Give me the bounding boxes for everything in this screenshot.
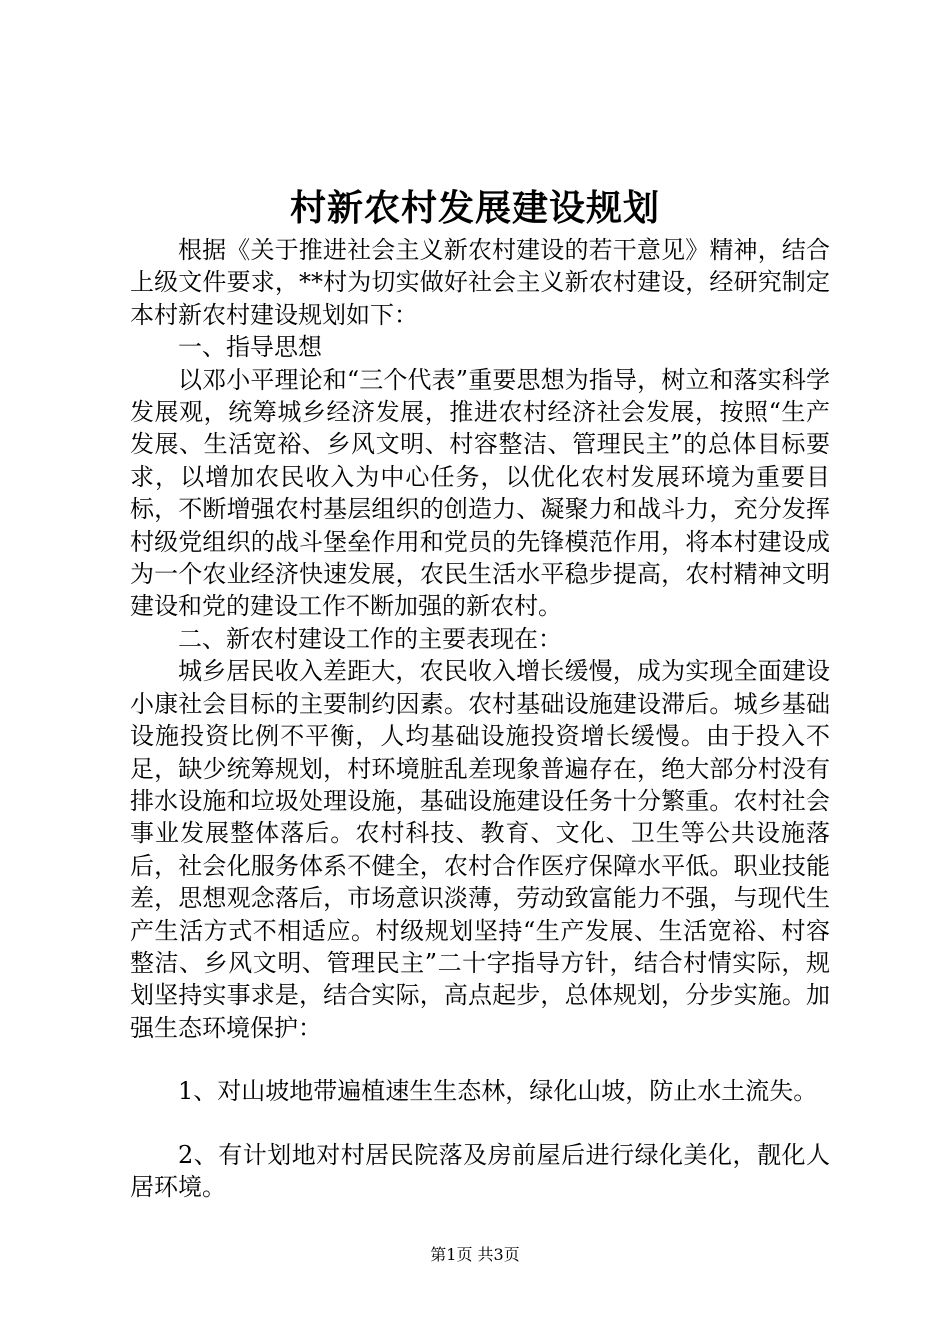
- list-item-1: 1、对山坡地带遍植速生生态林，绿化山坡，防止水土流失。: [178, 1077, 818, 1106]
- document-body: [130, 234, 830, 1203]
- document-title: 村新农村发展建设规划: [289, 187, 660, 229]
- paragraph-guiding-ideology: 以邓小平理论和“三个代表”重要思想为指导，树立和落实科学发展观，统筹城乡经济发展，推进农村经济社会发展，按照“生产发展、生活宽裕、乡风文明、村容整洁、管理民主”的总体目标要求，以增加农民收入为中心任务，以优化农村发展环境为重要目标，不断增强农村基层组织的创造力、凝聚力和战斗力，充分发挥村级党组织的战斗堡垒作用和党员的先锋模范作用，将本村建设成为一个农业经济快速发展，农民生活水平稳步提高，农村精神文明建设和党的建设工作不断加强的新农村。: [130, 365, 830, 621]
- page-footer: 第1页 共3页: [430, 1245, 520, 1264]
- list-item-2: 2、有计划地对村居民院落及房前屋后进行绿化美化，靓化人居环境。: [130, 1140, 830, 1201]
- paragraph-main-issues: 城乡居民收入差距大，农民收入增长缓慢，成为实现全面建设小康社会目标的主要制约因素。农村基础设施建设滞后。城乡基础设施投资比例不平衡，人均基础设施投资增长缓慢。由于投入不足，缺少统筹规划，村环境脏乱差现象普遍存在，绝大部分村没有排水设施和垃圾处理设施，基础设施建设任务十分繁重。农村社会事业发展整体落后。农村科技、教育、文化、卫生等公共设施落后，社会化服务体系不健全，农村合作医疗保障水平低。职业技能差，思想观念落后，市场意识淡薄，劳动致富能力不强，与现代生产生活方式不相适应。村级规划坚持“生产发展、生活宽裕、村容整洁、乡风文明、管理民主”二十字指导方针，结合村情实际，规划坚持实事求是，结合实际，高点起步，总体规划，分步实施。加强生态环境保护：: [130, 657, 830, 1042]
- section-heading-guiding-ideology: 一、指导思想: [178, 333, 322, 362]
- paragraph-intro: 根据《关于推进社会主义新农村建设的若干意见》精神，结合上级文件要求，**村为切实做好社会主义新农村建设，经研究制定本村新农村建设规划如下：: [130, 236, 830, 329]
- section-heading-main-issues: 二、新农村建设工作的主要表现在：: [178, 624, 562, 653]
